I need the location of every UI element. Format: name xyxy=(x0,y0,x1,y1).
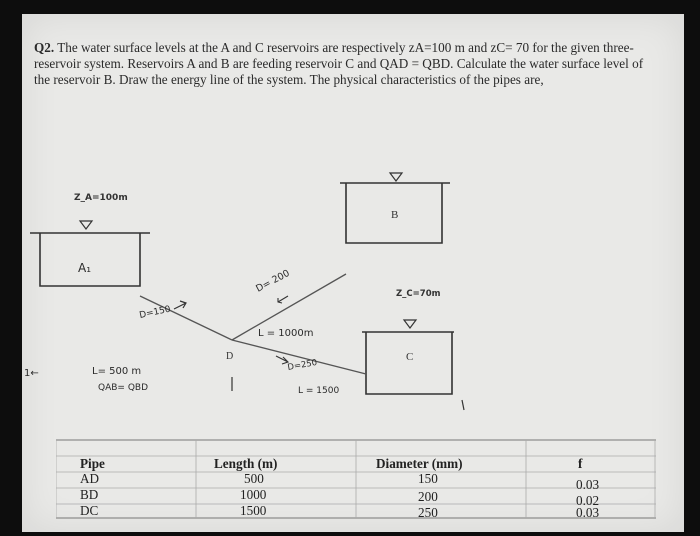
reservoir-c-label: C xyxy=(406,351,414,363)
cell-pipe: AD xyxy=(80,471,100,486)
arrow-d250-icon xyxy=(276,356,288,364)
cell-length: 1000 xyxy=(240,487,267,502)
arrow-d150-icon xyxy=(174,301,186,309)
header-length: Length (m) xyxy=(214,456,278,471)
pipes xyxy=(140,274,366,374)
table-row xyxy=(80,471,599,492)
header-f: f xyxy=(578,456,583,471)
water-level-a-icon xyxy=(80,221,92,229)
water-level-c-icon xyxy=(404,320,416,328)
header-pipe: Pipe xyxy=(80,456,105,471)
reservoir-diagram xyxy=(22,14,684,434)
note-d150: D=150 xyxy=(138,304,172,321)
cell-pipe: BD xyxy=(80,487,99,502)
arrow-d200-icon xyxy=(278,296,288,303)
question-number: Q2. xyxy=(34,40,55,55)
note-l500: L= 500 m xyxy=(92,366,142,377)
reservoir-b-label: B xyxy=(391,209,399,221)
cell-f: 0.03 xyxy=(576,477,600,492)
note-arrow-left: 1← xyxy=(24,368,39,379)
zc-label: Z_C=70m xyxy=(396,289,441,299)
cell-diameter: 200 xyxy=(418,489,438,504)
cell-diameter: 150 xyxy=(418,471,438,486)
reservoir-c xyxy=(362,289,454,394)
reservoir-b xyxy=(340,173,450,243)
cell-diameter: 250 xyxy=(418,505,438,519)
handwritten-a1: A₁ xyxy=(78,261,92,275)
pipe-table xyxy=(56,439,656,519)
note-qab-qbd: QAB= QBD xyxy=(98,383,149,393)
za-label: Z_A=100m xyxy=(74,193,128,203)
cell-length: 500 xyxy=(244,471,264,486)
question-body: The water surface levels at the A and C reservoirs are respectively zA=100 m and zC= 70 for the given three-reservoir system. Reservoirs A and B are feeding reservoir C and QAD = QBD. Calculate the water surface level of the reservoir B. Draw the energy line of the system. The physical characteristics of the pipes are, xyxy=(34,40,644,87)
cell-length: 1500 xyxy=(240,503,267,518)
cell-f: 0.02 xyxy=(576,493,600,508)
reservoir-a xyxy=(30,193,150,286)
table-row xyxy=(80,487,599,508)
note-d200: D= 200 xyxy=(254,267,292,295)
cell-f: 0.03 xyxy=(576,505,600,519)
header-diameter: Diameter (mm) xyxy=(376,456,463,471)
note-d250: D=250 xyxy=(286,357,318,373)
table-row xyxy=(80,503,599,519)
junction-d-label: D xyxy=(226,351,234,362)
note-l1000: L = 1000m xyxy=(258,328,314,339)
cell-pipe: DC xyxy=(80,503,99,518)
note-l1500: L = 1500 xyxy=(298,386,340,396)
photographed-paper xyxy=(22,14,684,532)
water-level-b-icon xyxy=(390,173,402,181)
